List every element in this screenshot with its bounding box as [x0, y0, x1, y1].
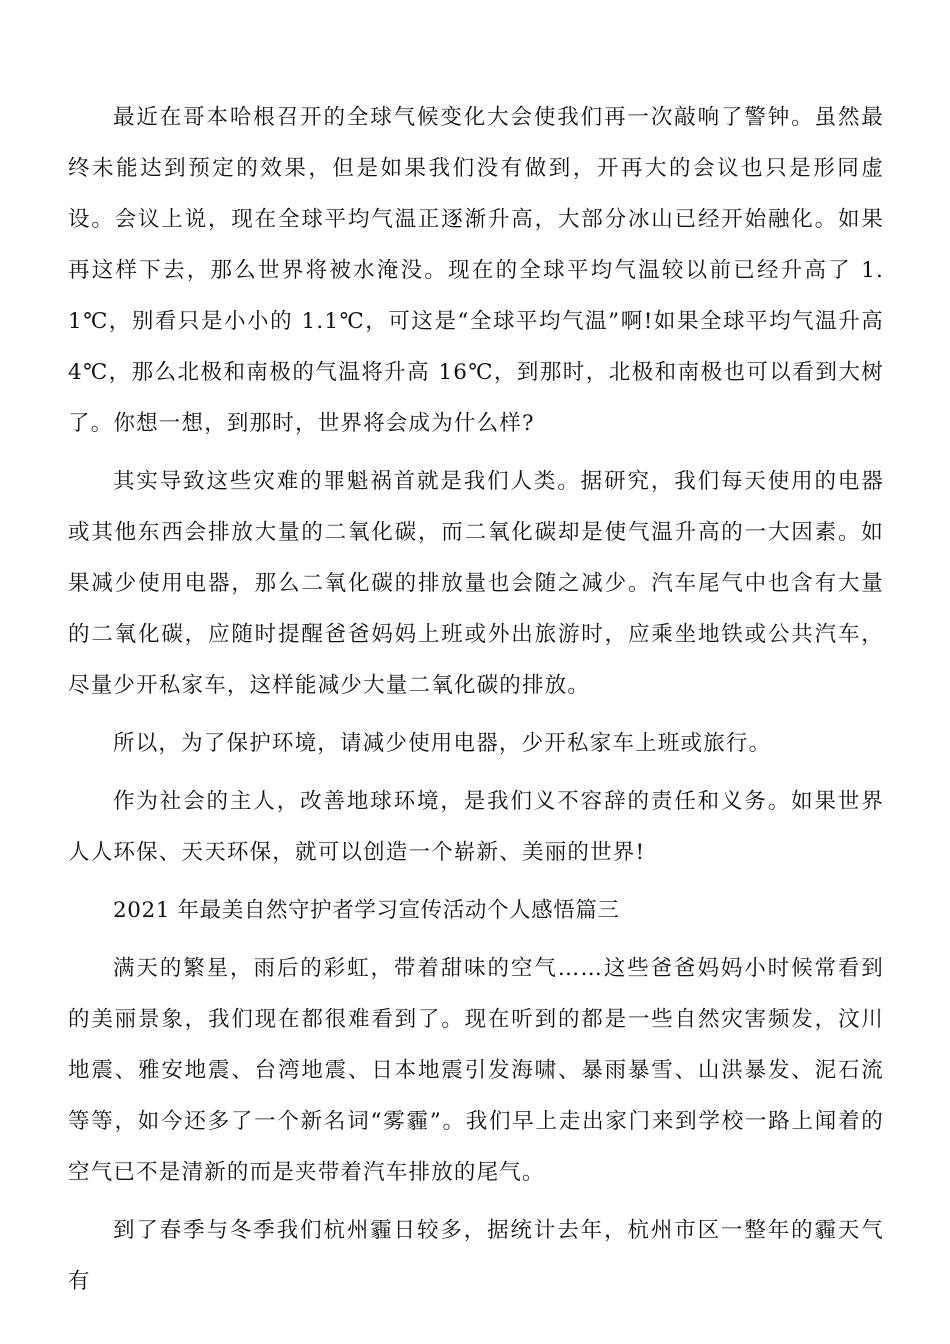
paragraph-climate-conference: 最近在哥本哈根召开的全球气候变化大会使我们再一次敲响了警钟。虽然最终未能达到预定的效果，但是如果我们没有做到，开再大的会议也只是形同虚设。会议上说，现在全球平均气温正逐渐升高，大部分冰山已经开始融化。如果再这样下去，那么世界将被水淹没。现在的全球平均气温较以前已经升高了 1.1℃，别看只是小小的 1.1℃，可这是“全球平均气温”啊!如果全球平均气温升高 4℃，那么北极和南极的气温将升高 16℃，到那时，北极和南极也可以看到大树了。你想一想，到那时，世界将会成为什么样?: [68, 105, 884, 436]
paragraph-human-cause: 其实导致这些灾难的罪魁祸首就是我们人类。据研究，我们每天使用的电器或其他东西会排放大量的二氧化碳，而二氧化碳却是使气温升高的一大因素。如果减少使用电器，那么二氧化碳的排放量也会随之减少。汽车尾气中也含有大量的二氧化碳，应随时提醒爸爸妈妈上班或外出旅游时，应乘坐地铁或公共汽车，尽量少开私家车，这样能减少大量二氧化碳的排放。: [68, 469, 884, 698]
paragraph-hangzhou-haze: 到了春季与冬季我们杭州霾日较多，据统计去年，杭州市区一整年的霾天气有: [68, 1218, 884, 1294]
paragraph-starry-sky: 满天的繁星，雨后的彩虹，带着甜味的空气……这些爸爸妈妈小时候常看到的美丽景象，我们现在都很难看到了。现在听到的都是一些自然灾害频发，汶川地震、雅安地震、台湾地震、日本地震引发海啸、暴雨暴雪、山洪暴发、泥石流等等，如今还多了一个新名词“雾霾”。我们早上走出家门来到学校一路上闻着的空气已不是清新的而是夹带着汽车排放的尾气。: [68, 956, 884, 1185]
paragraph-responsibility: 作为社会的主人，改善地球环境，是我们义不容辞的责任和义务。如果世界人人环保、天天环保，就可以创造一个崭新、美丽的世界!: [68, 789, 884, 865]
document-page: [68, 92, 884, 1314]
paragraph-protect-environment: 所以，为了保护环境，请减少使用电器，少开私家车上班或旅行。: [113, 731, 772, 756]
section-heading: 2021 年最美自然守护者学习宣传活动个人感悟篇三: [113, 898, 620, 923]
